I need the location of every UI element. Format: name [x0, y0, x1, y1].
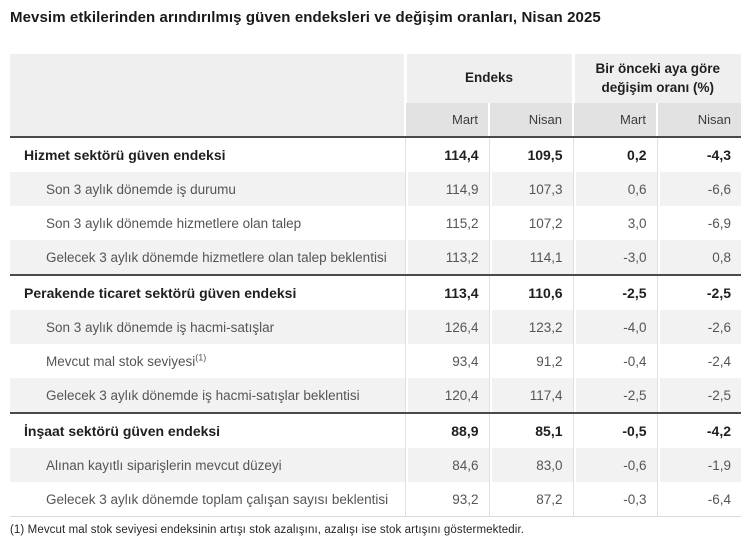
row-label — [10, 378, 405, 413]
index-mart-cell: 114,9 — [405, 172, 489, 206]
col-group-endeks: Endeks — [405, 54, 573, 103]
subheader-change-mart: Mart — [573, 103, 657, 137]
table-row — [10, 206, 741, 240]
table-body — [10, 137, 741, 517]
change-mart-cell: -0,6 — [573, 448, 657, 482]
row-label-text: Son 3 aylık dönemde iş hacmi-satışlar — [46, 319, 275, 335]
change-nisan-cell: -2,6 — [657, 310, 741, 344]
change-mart-cell: -0,4 — [573, 344, 657, 378]
table-row — [10, 240, 741, 275]
row-label — [10, 275, 405, 310]
row-label-text: Son 3 aylık dönemde hizmetlere olan talep — [46, 215, 302, 231]
change-mart-cell: -0,5 — [573, 413, 657, 448]
group-header-row — [10, 54, 741, 103]
row-label-text: Gelecek 3 aylık dönemde toplam çalışan sayısı beklentisi — [46, 491, 389, 507]
table-row — [10, 344, 741, 378]
change-nisan-cell: 0,8 — [657, 240, 741, 275]
index-mart-cell: 115,2 — [405, 206, 489, 240]
index-mart-cell: 126,4 — [405, 310, 489, 344]
row-label-text: Perakende ticaret sektörü güven endeksi — [24, 285, 297, 301]
subheader-index-nisan: Nisan — [489, 103, 573, 137]
change-mart-cell: -2,5 — [573, 378, 657, 413]
change-nisan-cell: -2,5 — [657, 378, 741, 413]
change-nisan-cell: -6,4 — [657, 482, 741, 517]
index-mart-cell: 114,4 — [405, 137, 489, 172]
change-mart-cell: -2,5 — [573, 275, 657, 310]
page-title: Mevsim etkilerinden arındırılmış güven endeksleri ve değişim oranları, Nisan 2025 — [10, 9, 601, 26]
row-label-text: Alınan kayıtlı siparişlerin mevcut düzeyi — [46, 457, 282, 473]
table-row — [10, 413, 741, 448]
index-nisan-cell: 107,2 — [489, 206, 573, 240]
index-nisan-cell: 109,5 — [489, 137, 573, 172]
index-nisan-cell: 91,2 — [489, 344, 573, 378]
row-label — [10, 206, 405, 240]
change-mart-cell: 3,0 — [573, 206, 657, 240]
index-mart-cell: 113,2 — [405, 240, 489, 275]
table-row — [10, 275, 741, 310]
table-row — [10, 172, 741, 206]
index-mart-cell: 84,6 — [405, 448, 489, 482]
table-header — [10, 54, 741, 137]
row-label — [10, 310, 405, 344]
index-nisan-cell: 110,6 — [489, 275, 573, 310]
footnote-marker: (1) — [195, 352, 207, 362]
change-nisan-cell: -6,6 — [657, 172, 741, 206]
index-nisan-cell: 87,2 — [489, 482, 573, 517]
row-label — [10, 240, 405, 275]
subheader-index-mart: Mart — [405, 103, 489, 137]
index-nisan-cell: 107,3 — [489, 172, 573, 206]
table-row — [10, 482, 741, 517]
index-nisan-cell: 123,2 — [489, 310, 573, 344]
row-label-text: Gelecek 3 aylık dönemde hizmetlere olan talep beklentisi — [46, 249, 387, 265]
index-nisan-cell: 85,1 — [489, 413, 573, 448]
row-label-text: Hizmet sektörü güven endeksi — [24, 147, 226, 163]
index-mart-cell: 120,4 — [405, 378, 489, 413]
confidence-index-table — [10, 54, 741, 517]
row-label — [10, 413, 405, 448]
index-mart-cell: 93,4 — [405, 344, 489, 378]
index-nisan-cell: 117,4 — [489, 378, 573, 413]
index-mart-cell: 88,9 — [405, 413, 489, 448]
row-label-text: Son 3 aylık dönemde iş durumu — [46, 181, 236, 197]
table-row — [10, 378, 741, 413]
table-row — [10, 448, 741, 482]
index-mart-cell: 93,2 — [405, 482, 489, 517]
change-mart-cell: 0,2 — [573, 137, 657, 172]
change-nisan-cell: -4,2 — [657, 413, 741, 448]
footnote: (1) Mevcut mal stok seviyesi endeksinin artışı stok azalışını, azalışı ise stok artışını göstermektedir. — [10, 524, 525, 536]
change-nisan-cell: -6,9 — [657, 206, 741, 240]
index-mart-cell: 113,4 — [405, 275, 489, 310]
change-mart-cell: -4,0 — [573, 310, 657, 344]
index-nisan-cell: 114,1 — [489, 240, 573, 275]
row-label — [10, 137, 405, 172]
change-mart-cell: -0,3 — [573, 482, 657, 517]
row-label-text: Gelecek 3 aylık dönemde iş hacmi-satışlar beklentisi — [46, 387, 360, 403]
change-mart-cell: 0,6 — [573, 172, 657, 206]
row-label — [10, 448, 405, 482]
change-nisan-cell: -1,9 — [657, 448, 741, 482]
subheader-change-nisan: Nisan — [657, 103, 741, 137]
corner-cell — [10, 54, 405, 137]
change-nisan-cell: -2,4 — [657, 344, 741, 378]
row-label — [10, 344, 405, 378]
change-nisan-cell: -2,5 — [657, 275, 741, 310]
col-group-change: Bir önceki aya göre değişim oranı (%) — [573, 54, 741, 103]
row-label-text: İnşaat sektörü güven endeksi — [24, 423, 221, 439]
table-row — [10, 137, 741, 172]
index-nisan-cell: 83,0 — [489, 448, 573, 482]
row-label — [10, 482, 405, 517]
change-mart-cell: -3,0 — [573, 240, 657, 275]
row-label-text: Mevcut mal stok seviyesi — [46, 353, 196, 369]
row-label — [10, 172, 405, 206]
change-nisan-cell: -4,3 — [657, 137, 741, 172]
table-row — [10, 310, 741, 344]
